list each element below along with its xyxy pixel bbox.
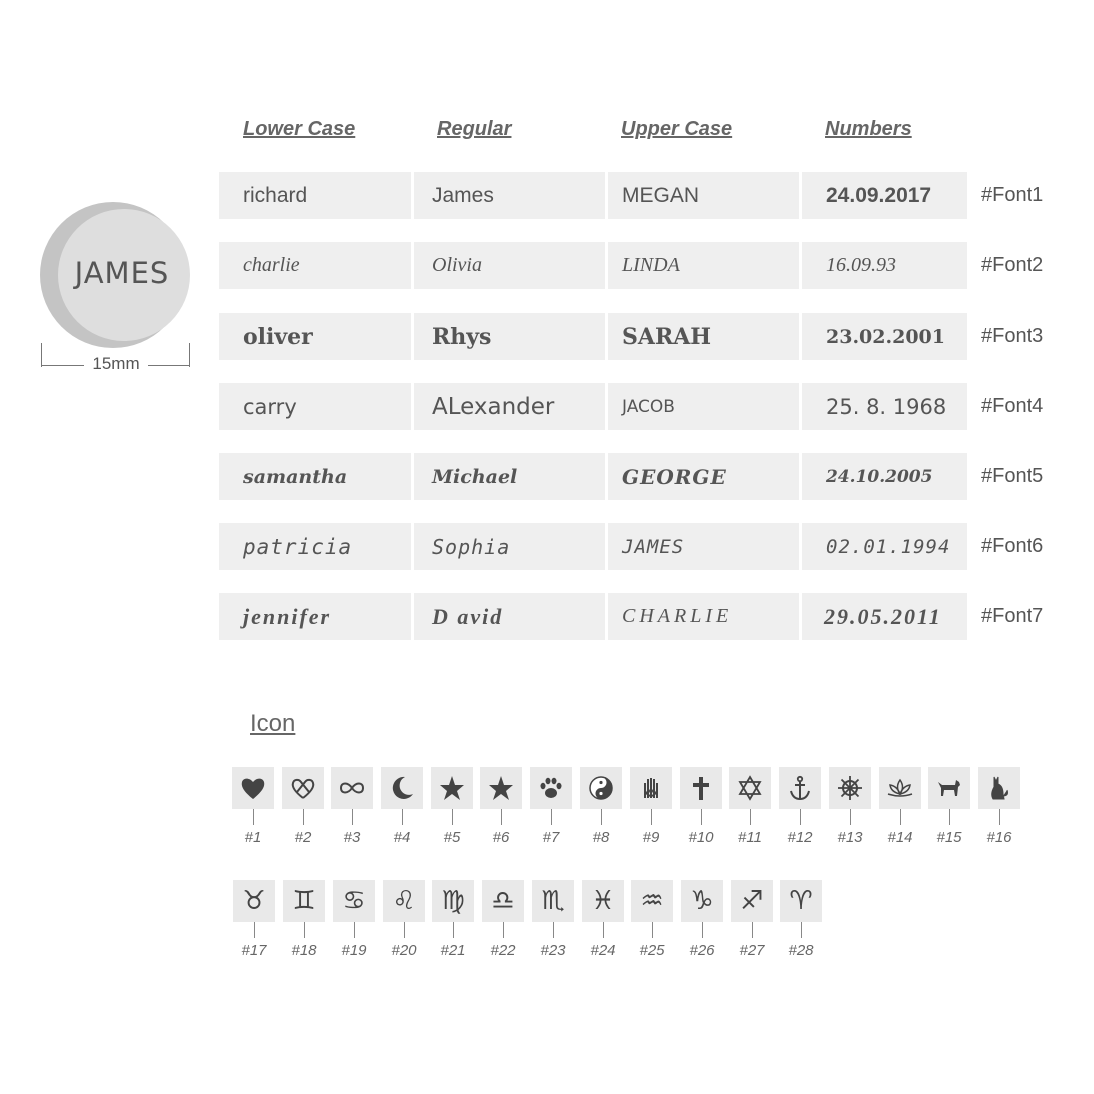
pisces-icon: ♓	[591, 886, 615, 916]
dimension-line-right-tick	[189, 343, 190, 367]
cross-icon	[687, 774, 715, 802]
upper-case-sample: LINDA	[608, 242, 799, 289]
upper-case-sample: SARAH	[608, 313, 799, 360]
icon-option-4[interactable]	[381, 767, 423, 846]
icon-option-7[interactable]	[530, 767, 572, 846]
icon-option-6[interactable]	[480, 767, 522, 846]
taurus-icon: ♉	[242, 886, 266, 916]
icon-option-14[interactable]	[879, 767, 921, 846]
icon-number: #21	[440, 942, 466, 959]
aries-icon: ♈	[789, 886, 813, 916]
icon-number: #9	[642, 829, 660, 846]
aquarius-icon: ♒	[640, 886, 664, 916]
font-label: #Font6	[981, 535, 1044, 557]
upper-case-sample: CHARLIE	[608, 593, 799, 640]
icon-option-21[interactable]	[432, 880, 474, 959]
font-row-4[interactable]	[219, 383, 1044, 430]
icon-number: #12	[787, 829, 813, 846]
infinity-icon	[338, 774, 366, 802]
numbers-sample: 24.10.2005	[802, 453, 967, 500]
lower-case-sample: charlie	[219, 242, 411, 289]
ship-wheel-icon	[836, 774, 864, 802]
icon-number: #5	[443, 829, 461, 846]
icon-option-8[interactable]	[580, 767, 622, 846]
numbers-sample: 29.05.2011	[802, 593, 967, 640]
icon-number: #26	[689, 942, 715, 959]
icon-number: #19	[341, 942, 367, 959]
anchor-icon	[786, 774, 814, 802]
icon-number: #11	[738, 829, 762, 846]
yin-yang-icon	[587, 774, 615, 802]
capricorn-icon: ♑	[690, 886, 714, 916]
icon-section-title: Icon	[250, 710, 296, 737]
icon-option-24[interactable]	[582, 880, 624, 959]
hamsa-hand-icon	[637, 774, 665, 802]
regular-sample: Michael	[414, 453, 605, 500]
icon-number: #2	[294, 829, 312, 846]
lower-case-sample: richard	[219, 172, 411, 219]
sagittarius-icon: ♐	[740, 886, 764, 916]
icon-option-22[interactable]	[482, 880, 524, 959]
regular-sample: James	[414, 172, 605, 219]
icon-option-3[interactable]	[331, 767, 373, 846]
dimension-line-left-tick	[41, 343, 42, 367]
icon-option-17[interactable]	[233, 880, 275, 959]
icon-option-13[interactable]	[829, 767, 871, 846]
icon-option-2[interactable]	[282, 767, 324, 846]
cat-icon	[985, 774, 1013, 802]
paw-print-icon	[537, 774, 565, 802]
font-row-3[interactable]	[219, 313, 1044, 360]
heart-icon	[239, 774, 267, 802]
upper-case-sample: MEGAN	[608, 172, 799, 219]
icon-number: #13	[837, 829, 863, 846]
leo-icon: ♌	[392, 886, 416, 916]
regular-sample: Olivia	[414, 242, 605, 289]
icon-number: #16	[986, 829, 1012, 846]
icon-option-28[interactable]	[780, 880, 822, 959]
icon-number: #27	[739, 942, 765, 959]
icon-option-23[interactable]	[532, 880, 574, 959]
libra-icon: ♎	[491, 886, 515, 916]
numbers-sample: 16.09.93	[802, 242, 967, 289]
icon-number: #10	[688, 829, 714, 846]
font-label: #Font2	[981, 254, 1044, 276]
lower-case-sample: jennifer	[219, 593, 411, 640]
icon-number: #22	[490, 942, 516, 959]
icon-number: #3	[343, 829, 361, 846]
font-label: #Font7	[981, 605, 1044, 627]
numbers-sample: 25. 8. 1968	[802, 383, 967, 430]
icon-option-9[interactable]	[630, 767, 672, 846]
star-of-david-icon	[736, 774, 764, 802]
icon-option-16[interactable]	[978, 767, 1020, 846]
icon-number: #8	[592, 829, 610, 846]
icon-option-25[interactable]	[631, 880, 673, 959]
font-row-6[interactable]	[219, 523, 1044, 570]
font-row-2[interactable]	[219, 242, 1044, 289]
regular-sample: D avid	[414, 593, 605, 640]
numbers-sample: 02.01.1994	[802, 523, 967, 570]
numbers-sample: 24.09.2017	[802, 172, 967, 219]
star-icon	[487, 774, 515, 802]
icon-option-12[interactable]	[779, 767, 821, 846]
icon-number: #23	[540, 942, 566, 959]
font-row-7[interactable]	[219, 593, 1044, 640]
lower-case-sample: oliver	[219, 313, 411, 360]
gemini-icon: ♊	[292, 886, 316, 916]
icon-option-20[interactable]	[383, 880, 425, 959]
icon-number: #7	[542, 829, 560, 846]
icon-option-26[interactable]	[681, 880, 723, 959]
icon-number: #24	[590, 942, 616, 959]
icon-option-5[interactable]	[431, 767, 473, 846]
icon-number: #14	[887, 829, 913, 846]
icon-number: #25	[639, 942, 665, 959]
upper-case-sample: JAMES	[608, 523, 799, 570]
font-label: #Font4	[981, 395, 1044, 417]
font-label: #Font1	[981, 184, 1044, 206]
star-icon	[438, 774, 466, 802]
dog-icon	[935, 774, 963, 802]
lotus-icon	[886, 774, 914, 802]
icon-option-18[interactable]	[283, 880, 325, 959]
lower-case-sample: carry	[219, 383, 411, 430]
virgo-icon: ♍	[441, 886, 465, 916]
regular-sample: Rhys	[414, 313, 605, 360]
icon-number: #28	[788, 942, 814, 959]
heart-ribbon-icon	[289, 774, 317, 802]
font-label: #Font3	[981, 325, 1044, 347]
header-upper-case: Upper Case	[621, 118, 733, 140]
icon-option-27[interactable]	[731, 880, 773, 959]
icon-number: #6	[492, 829, 510, 846]
font-row-5[interactable]	[219, 453, 1044, 500]
regular-sample: Sophia	[414, 523, 605, 570]
icon-option-19[interactable]	[333, 880, 375, 959]
header-numbers: Numbers	[825, 118, 912, 140]
cancer-icon: ♋	[342, 886, 366, 916]
lower-case-sample: samantha	[219, 453, 411, 500]
regular-sample: ALexander	[414, 383, 605, 430]
font-label: #Font5	[981, 465, 1044, 487]
icon-number: #20	[391, 942, 417, 959]
icon-option-1[interactable]	[232, 767, 274, 846]
upper-case-sample: GEORGE	[608, 453, 799, 500]
icon-number: #17	[241, 942, 267, 959]
pendant-engraving: JAMES	[74, 256, 170, 290]
header-regular: Regular	[437, 118, 512, 140]
font-row-1[interactable]	[219, 172, 1044, 219]
icon-option-11[interactable]	[729, 767, 771, 846]
icon-number: #15	[936, 829, 962, 846]
icon-number: #18	[291, 942, 317, 959]
lower-case-sample: patricia	[219, 523, 411, 570]
icon-option-10[interactable]	[680, 767, 722, 846]
icon-number: #1	[244, 829, 262, 846]
crescent-moon-icon	[388, 774, 416, 802]
numbers-sample: 23.02.2001	[802, 313, 967, 360]
scorpio-icon: ♏	[541, 886, 565, 916]
icon-number: #4	[393, 829, 411, 846]
upper-case-sample: JACOB	[608, 383, 799, 430]
diameter-label: 15mm	[84, 354, 148, 374]
header-lower-case: Lower Case	[243, 118, 356, 140]
icon-option-15[interactable]	[928, 767, 970, 846]
